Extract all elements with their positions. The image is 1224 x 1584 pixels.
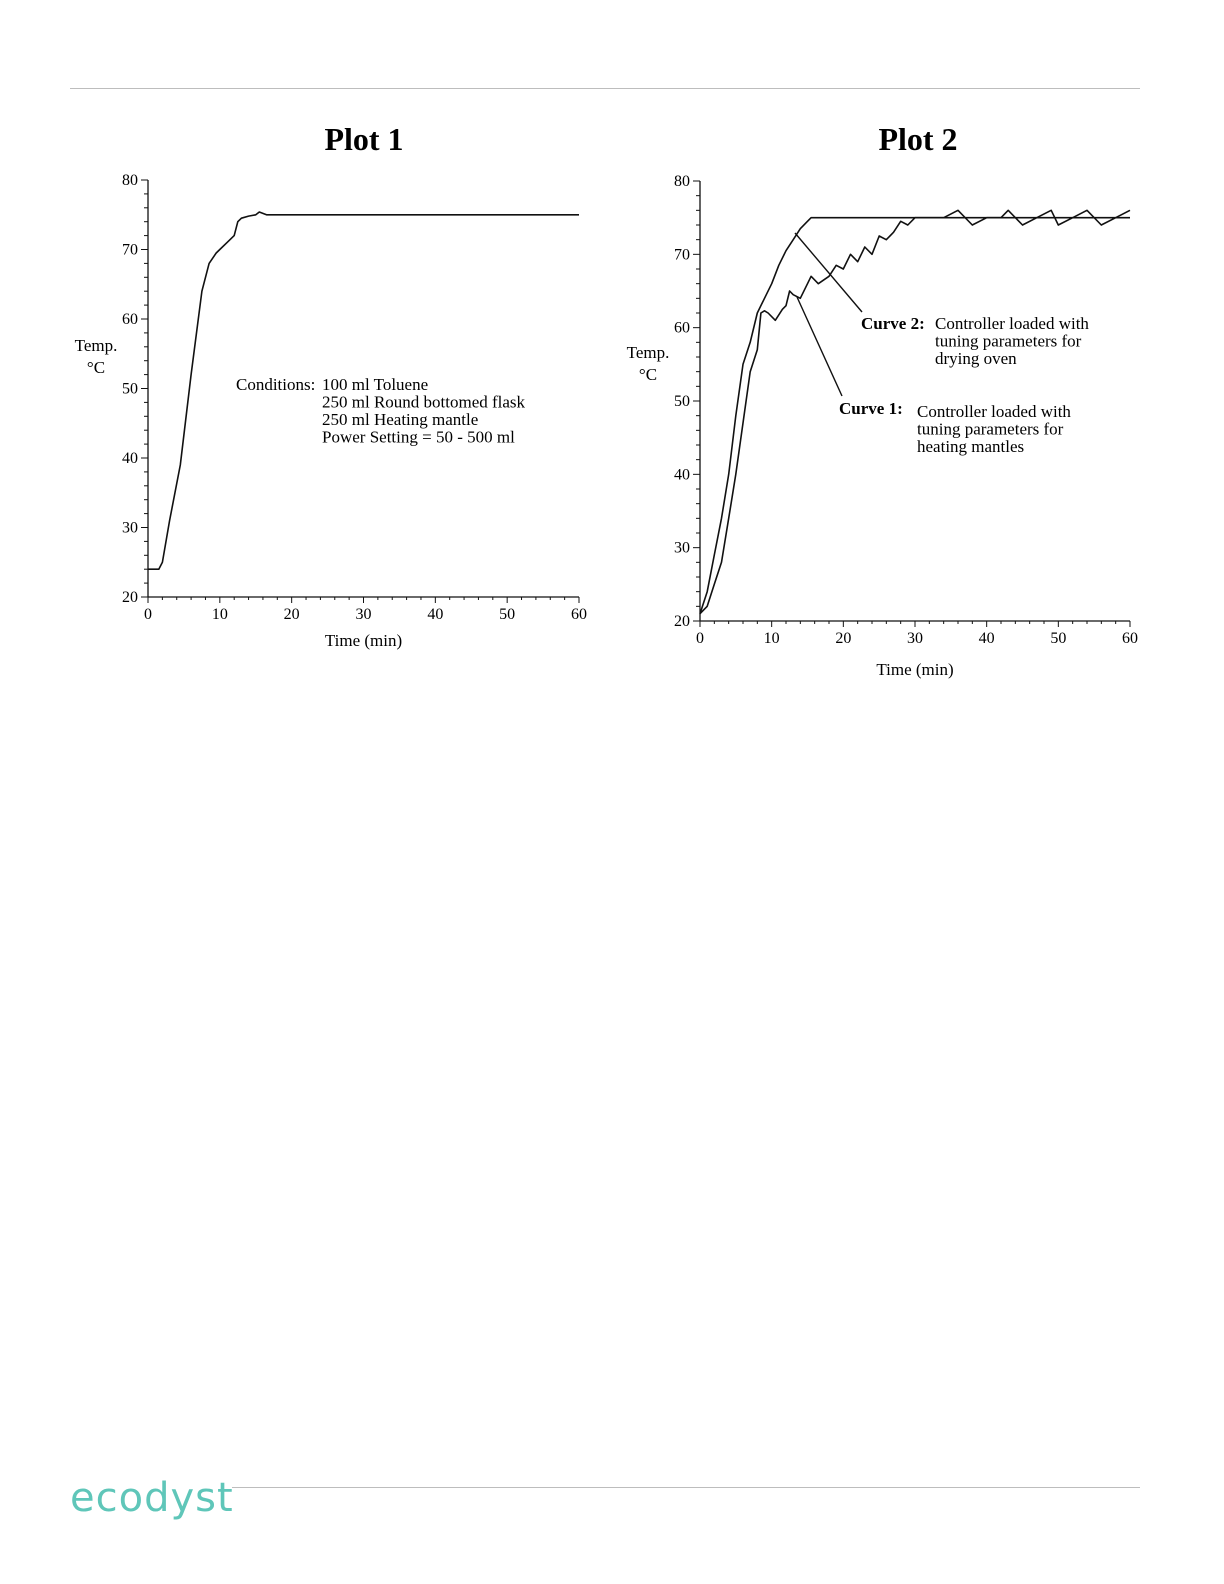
y-tick-label: 60 [674,319,690,337]
y-tick-label: 80 [122,172,138,189]
curve2-description-line: tuning parameters for [935,331,1082,351]
x-tick-label: 40 [978,630,995,647]
x-axis-label: Time (min) [324,631,403,650]
x-tick-label: 10 [763,630,780,647]
curve2-label: Curve 2: [861,314,925,333]
curve2-description-line: drying oven [935,349,1017,368]
x-axis-label: Time (min) [876,660,954,679]
footer-rule [232,1487,1140,1488]
conditions-line: 250 ml Round bottomed flask [322,392,526,412]
y-axis-label: Temp. [626,343,670,362]
y-tick-label: 30 [674,539,690,557]
curve2-leader-line [795,233,862,312]
y-tick-label: 30 [122,519,138,537]
x-tick-label: 60 [1122,630,1138,647]
conditions-label: Conditions: [236,375,316,394]
x-tick-label: 40 [427,606,444,623]
curve1-leader-line [797,297,842,396]
plot-title: Plot 1 [324,121,404,157]
x-tick-label: 60 [571,606,587,623]
x-tick-label: 50 [1050,630,1067,647]
y-tick-label: 50 [674,393,690,410]
x-tick-label: 30 [355,606,372,623]
plot-title: Plot 2 [878,121,958,157]
curve2-description-line: Controller loaded with [935,314,1089,333]
y-tick-label: 70 [674,246,690,264]
y-tick-label: 50 [122,380,138,398]
ecodyst-logo: ecodyst [70,1475,234,1521]
plots-canvas [0,0,1224,720]
y-axis-unit: °C [638,365,658,384]
plot-1 [75,121,587,650]
x-tick-label: 20 [835,630,852,647]
x-tick-label: 30 [907,630,923,647]
y-tick-label: 40 [674,466,690,484]
y-axis-label: Temp. [74,336,118,355]
curve1-description-line: Controller loaded with [917,402,1071,421]
x-tick-label: 50 [499,606,516,623]
x-tick-label: 10 [211,606,228,623]
conditions-line: 250 ml Heating mantle [322,410,479,429]
x-tick-label: 0 [144,606,152,623]
curve1-description-line: heating mantles [917,437,1025,456]
conditions-line: Power Setting = 50 - 500 ml [322,427,515,447]
y-tick-label: 20 [674,613,690,630]
y-axis-unit: °C [86,358,106,377]
y-tick-label: 80 [674,173,690,190]
y-tick-label: 40 [122,450,138,467]
y-tick-label: 70 [122,241,138,259]
y-tick-label: 60 [122,311,138,328]
y-tick-label: 20 [122,589,138,606]
curve1-description-line: tuning parameters for [917,419,1064,439]
x-tick-label: 0 [696,630,704,647]
plot-2 [627,121,1138,679]
x-tick-label: 20 [283,606,300,623]
conditions-line: 100 ml Toluene [322,375,429,394]
curve1-label: Curve 1: [839,399,903,418]
